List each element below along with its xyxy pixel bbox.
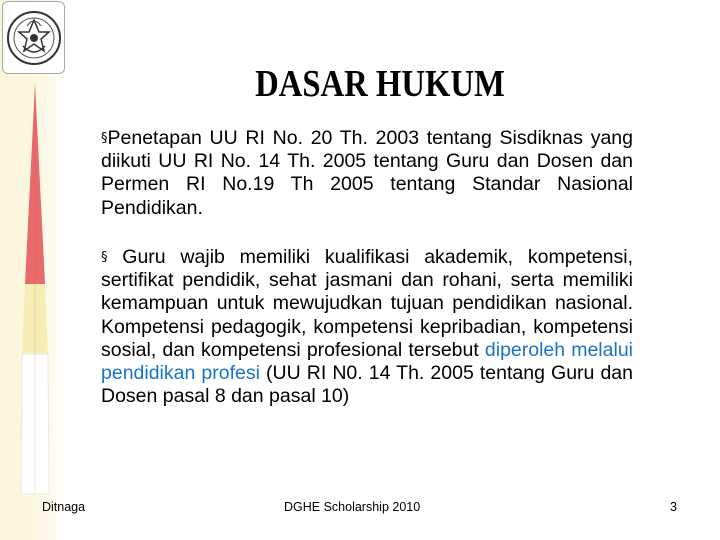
page-title: DASAR HUKUM <box>255 63 505 105</box>
footer-center: DGHE Scholarship 2010 <box>284 500 421 514</box>
bullet-icon: § <box>101 131 108 146</box>
monument-spire-graphic <box>20 84 50 504</box>
paragraph-teacher-requirements <box>101 246 633 408</box>
footer-left: Ditnaga <box>42 500 86 514</box>
paragraph-text: Guru wajib memiliki kualifikasi akademik, kompetensi, sertifikat pendidik, sehat jasmani dan rohani, serta memiliki kemampuan untuk mewujudkan tujuan pendidikan nasional. Kompetensi pedagogik, kompetensi kepribadian, kompetensi sosial, dan kompetensi profesional tersebut <box>101 246 633 361</box>
paragraph-text: Penetapan UU RI No. 20 Th. 2003 tentang Sisdiknas yang diikuti UU RI No. 14 Th. 2005 tentang Guru dan Dosen dan Permen RI No.19 Th 2005 tentang Standar Nasional Pendidikan. <box>101 127 633 219</box>
bullet-icon: § <box>101 250 108 265</box>
highlighted-text: diperoleh melalui pendidikan profesi <box>101 338 633 385</box>
page-number: 3 <box>670 500 677 514</box>
paragraph-legal-basis <box>101 127 633 220</box>
paragraph-text-end: (UU RI N0. 14 Th. 2005 tentang Guru dan Dosen pasal 8 dan pasal 10) <box>101 362 633 408</box>
